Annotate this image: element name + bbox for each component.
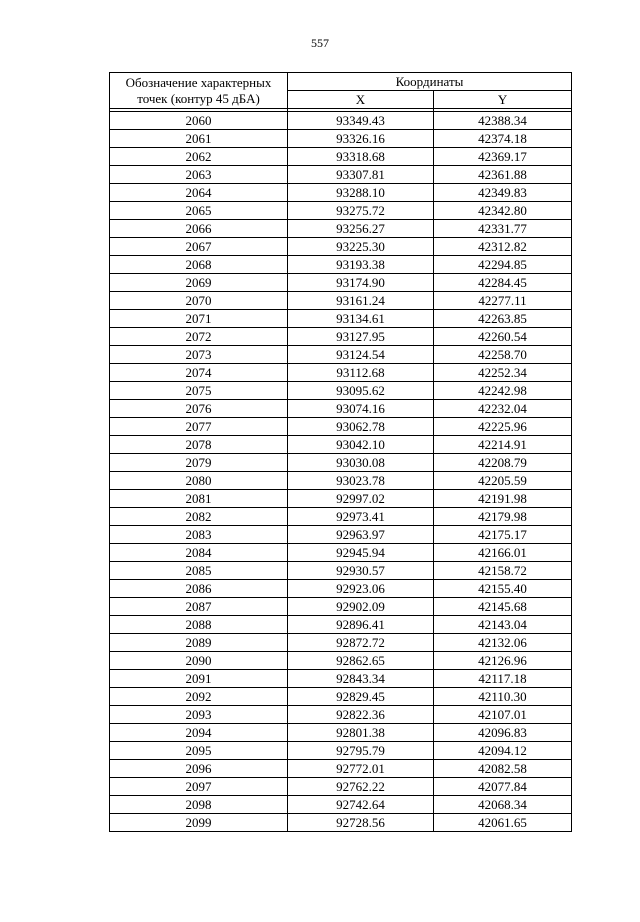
x-coordinate-cell: 92872.72 <box>288 634 434 652</box>
x-coordinate-cell: 92963.97 <box>288 526 434 544</box>
y-column-header: Y <box>434 91 572 109</box>
x-column-header: X <box>288 91 434 109</box>
y-coordinate-cell: 42208.79 <box>434 454 572 472</box>
table-row <box>110 256 572 274</box>
point-id-cell: 2094 <box>110 724 288 742</box>
table-row <box>110 292 572 310</box>
y-coordinate-cell: 42205.59 <box>434 472 572 490</box>
x-coordinate-cell: 92843.34 <box>288 670 434 688</box>
x-coordinate-cell: 93074.16 <box>288 400 434 418</box>
y-coordinate-cell: 42260.54 <box>434 328 572 346</box>
y-coordinate-cell: 42166.01 <box>434 544 572 562</box>
table-row <box>110 562 572 580</box>
coordinates-header: Координаты <box>288 73 572 91</box>
point-id-cell: 2091 <box>110 670 288 688</box>
point-id-cell: 2060 <box>110 112 288 130</box>
point-id-cell: 2062 <box>110 148 288 166</box>
point-id-cell: 2083 <box>110 526 288 544</box>
x-coordinate-cell: 93023.78 <box>288 472 434 490</box>
point-id-cell: 2089 <box>110 634 288 652</box>
table-row <box>110 166 572 184</box>
y-coordinate-cell: 42369.17 <box>434 148 572 166</box>
y-coordinate-cell: 42110.30 <box>434 688 572 706</box>
point-id-cell: 2092 <box>110 688 288 706</box>
table-row <box>110 742 572 760</box>
point-id-cell: 2079 <box>110 454 288 472</box>
y-coordinate-cell: 42179.98 <box>434 508 572 526</box>
y-coordinate-cell: 42277.11 <box>434 292 572 310</box>
y-coordinate-cell: 42242.98 <box>434 382 572 400</box>
table-row <box>110 634 572 652</box>
x-coordinate-cell: 93275.72 <box>288 202 434 220</box>
point-id-cell: 2072 <box>110 328 288 346</box>
point-id-cell: 2064 <box>110 184 288 202</box>
x-coordinate-cell: 92801.38 <box>288 724 434 742</box>
table-row <box>110 490 572 508</box>
x-coordinate-cell: 92997.02 <box>288 490 434 508</box>
table-row <box>110 148 572 166</box>
table-row <box>110 472 572 490</box>
y-coordinate-cell: 42145.68 <box>434 598 572 616</box>
point-id-cell: 2096 <box>110 760 288 778</box>
y-coordinate-cell: 42068.34 <box>434 796 572 814</box>
point-column-header: Обозначение характерных точек (контур 45 дБА) <box>110 73 288 109</box>
y-coordinate-cell: 42252.34 <box>434 364 572 382</box>
table-row <box>110 544 572 562</box>
point-id-cell: 2075 <box>110 382 288 400</box>
table-row <box>110 220 572 238</box>
x-coordinate-cell: 93318.68 <box>288 148 434 166</box>
x-coordinate-cell: 92945.94 <box>288 544 434 562</box>
x-coordinate-cell: 93307.81 <box>288 166 434 184</box>
point-id-cell: 2095 <box>110 742 288 760</box>
table-row <box>110 274 572 292</box>
y-coordinate-cell: 42225.96 <box>434 418 572 436</box>
y-coordinate-cell: 42117.18 <box>434 670 572 688</box>
y-coordinate-cell: 42191.98 <box>434 490 572 508</box>
x-coordinate-cell: 93256.27 <box>288 220 434 238</box>
table-row <box>110 598 572 616</box>
table-row <box>110 400 572 418</box>
x-coordinate-cell: 92742.64 <box>288 796 434 814</box>
point-id-cell: 2093 <box>110 706 288 724</box>
y-coordinate-cell: 42388.34 <box>434 112 572 130</box>
x-coordinate-cell: 93225.30 <box>288 238 434 256</box>
x-coordinate-cell: 92795.79 <box>288 742 434 760</box>
point-id-cell: 2077 <box>110 418 288 436</box>
y-coordinate-cell: 42258.70 <box>434 346 572 364</box>
table-row <box>110 706 572 724</box>
point-id-cell: 2082 <box>110 508 288 526</box>
x-coordinate-cell: 92762.22 <box>288 778 434 796</box>
table-row <box>110 652 572 670</box>
x-coordinate-cell: 92862.65 <box>288 652 434 670</box>
y-coordinate-cell: 42294.85 <box>434 256 572 274</box>
table-row <box>110 364 572 382</box>
point-id-cell: 2061 <box>110 130 288 148</box>
point-id-cell: 2073 <box>110 346 288 364</box>
table-row <box>110 760 572 778</box>
y-coordinate-cell: 42331.77 <box>434 220 572 238</box>
y-coordinate-cell: 42082.58 <box>434 760 572 778</box>
table-row <box>110 814 572 832</box>
x-coordinate-cell: 93326.16 <box>288 130 434 148</box>
table-row <box>110 112 572 130</box>
x-coordinate-cell: 93030.08 <box>288 454 434 472</box>
x-coordinate-cell: 93161.24 <box>288 292 434 310</box>
x-coordinate-cell: 93193.38 <box>288 256 434 274</box>
y-coordinate-cell: 42126.96 <box>434 652 572 670</box>
table-header <box>110 73 572 109</box>
y-coordinate-cell: 42214.91 <box>434 436 572 454</box>
y-coordinate-cell: 42143.04 <box>434 616 572 634</box>
table-row <box>110 130 572 148</box>
x-coordinate-cell: 92930.57 <box>288 562 434 580</box>
y-coordinate-cell: 42263.85 <box>434 310 572 328</box>
x-coordinate-cell: 92728.56 <box>288 814 434 832</box>
table-row <box>110 382 572 400</box>
x-coordinate-cell: 93174.90 <box>288 274 434 292</box>
table-row <box>110 436 572 454</box>
point-id-cell: 2090 <box>110 652 288 670</box>
page-number: 557 <box>311 36 329 50</box>
y-coordinate-cell: 42312.82 <box>434 238 572 256</box>
x-coordinate-cell: 92902.09 <box>288 598 434 616</box>
table-row <box>110 778 572 796</box>
x-coordinate-cell: 92973.41 <box>288 508 434 526</box>
y-coordinate-cell: 42361.88 <box>434 166 572 184</box>
table-row <box>110 238 572 256</box>
y-coordinate-cell: 42094.12 <box>434 742 572 760</box>
table-row <box>110 310 572 328</box>
x-coordinate-cell: 93062.78 <box>288 418 434 436</box>
point-id-cell: 2067 <box>110 238 288 256</box>
point-id-cell: 2066 <box>110 220 288 238</box>
x-coordinate-cell: 92829.45 <box>288 688 434 706</box>
point-id-cell: 2088 <box>110 616 288 634</box>
x-coordinate-cell: 93112.68 <box>288 364 434 382</box>
table-row <box>110 328 572 346</box>
y-coordinate-cell: 42232.04 <box>434 400 572 418</box>
table-row <box>110 202 572 220</box>
coordinates-table <box>109 72 572 832</box>
table-row <box>110 580 572 598</box>
table-row <box>110 796 572 814</box>
x-coordinate-cell: 92822.36 <box>288 706 434 724</box>
x-coordinate-cell: 92772.01 <box>288 760 434 778</box>
point-id-cell: 2085 <box>110 562 288 580</box>
y-coordinate-cell: 42158.72 <box>434 562 572 580</box>
point-id-cell: 2084 <box>110 544 288 562</box>
y-coordinate-cell: 42175.17 <box>434 526 572 544</box>
x-coordinate-cell: 93134.61 <box>288 310 434 328</box>
x-coordinate-cell: 92896.41 <box>288 616 434 634</box>
point-id-cell: 2076 <box>110 400 288 418</box>
table-row <box>110 454 572 472</box>
table-row <box>110 526 572 544</box>
point-id-cell: 2078 <box>110 436 288 454</box>
y-coordinate-cell: 42342.80 <box>434 202 572 220</box>
x-coordinate-cell: 93042.10 <box>288 436 434 454</box>
x-coordinate-cell: 93095.62 <box>288 382 434 400</box>
point-id-cell: 2063 <box>110 166 288 184</box>
x-coordinate-cell: 93127.95 <box>288 328 434 346</box>
table-row <box>110 508 572 526</box>
point-id-cell: 2071 <box>110 310 288 328</box>
y-coordinate-cell: 42061.65 <box>434 814 572 832</box>
y-coordinate-cell: 42284.45 <box>434 274 572 292</box>
table-row <box>110 724 572 742</box>
table-row <box>110 670 572 688</box>
point-id-cell: 2097 <box>110 778 288 796</box>
x-coordinate-cell: 93349.43 <box>288 112 434 130</box>
point-id-cell: 2080 <box>110 472 288 490</box>
x-coordinate-cell: 93124.54 <box>288 346 434 364</box>
table-row <box>110 418 572 436</box>
point-id-cell: 2098 <box>110 796 288 814</box>
y-coordinate-cell: 42132.06 <box>434 634 572 652</box>
point-id-cell: 2069 <box>110 274 288 292</box>
table-row <box>110 184 572 202</box>
y-coordinate-cell: 42096.83 <box>434 724 572 742</box>
point-id-cell: 2065 <box>110 202 288 220</box>
point-id-cell: 2099 <box>110 814 288 832</box>
table-body <box>110 109 572 832</box>
point-id-cell: 2070 <box>110 292 288 310</box>
point-id-cell: 2068 <box>110 256 288 274</box>
table-row <box>110 616 572 634</box>
point-id-cell: 2087 <box>110 598 288 616</box>
y-coordinate-cell: 42155.40 <box>434 580 572 598</box>
point-id-cell: 2086 <box>110 580 288 598</box>
y-coordinate-cell: 42107.01 <box>434 706 572 724</box>
point-id-cell: 2074 <box>110 364 288 382</box>
y-coordinate-cell: 42374.18 <box>434 130 572 148</box>
x-coordinate-cell: 92923.06 <box>288 580 434 598</box>
table-row <box>110 688 572 706</box>
point-id-cell: 2081 <box>110 490 288 508</box>
x-coordinate-cell: 93288.10 <box>288 184 434 202</box>
y-coordinate-cell: 42077.84 <box>434 778 572 796</box>
y-coordinate-cell: 42349.83 <box>434 184 572 202</box>
table-row <box>110 346 572 364</box>
